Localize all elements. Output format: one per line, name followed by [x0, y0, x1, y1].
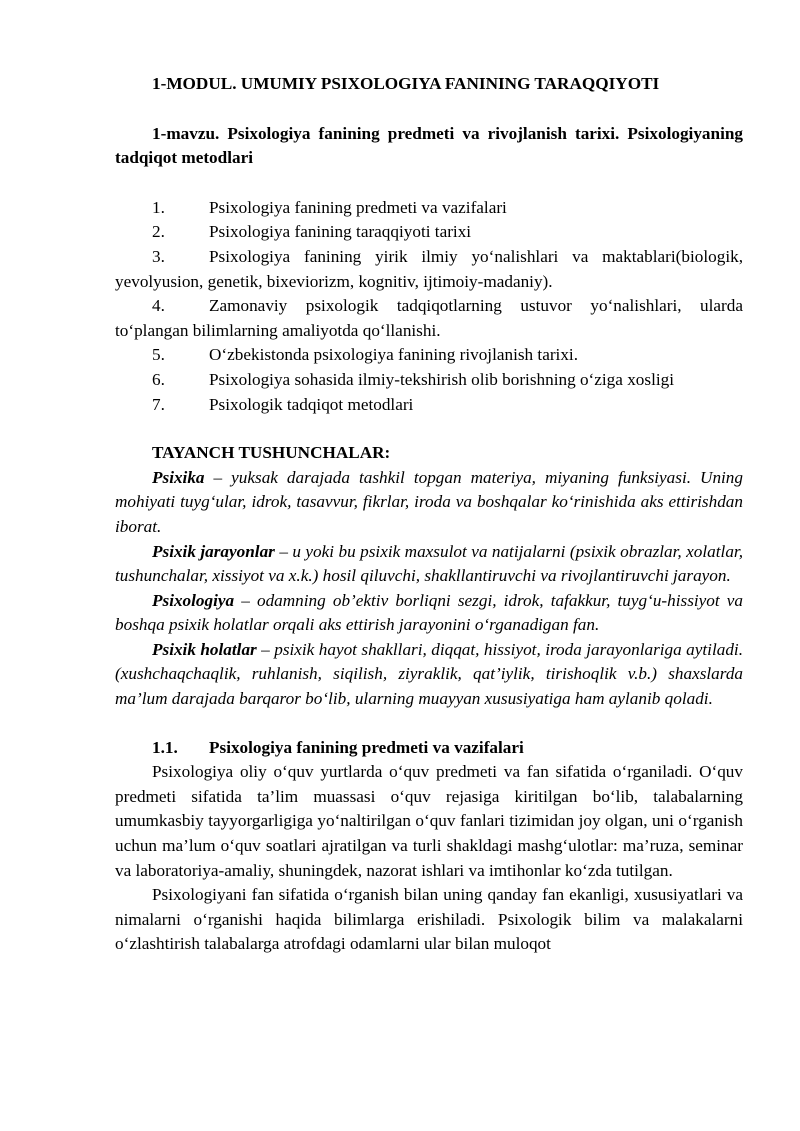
section-number: 1.1. — [152, 737, 178, 757]
definition-psixika — [115, 466, 743, 540]
plan-item-number: 7. — [152, 394, 165, 414]
topic-title: 1-mavzu. Psixologiya fanining predmeti va rivojlanish tarixi. Psixologiyaning tadqiqot metodlari — [115, 123, 743, 168]
body-paragraph: Psixologiya oliy o‘quv yurtlarda o‘quv predmeti va fan sifatida o‘rganiladi. O‘quv predmeti sifatida ta’lim muassasi o‘quv rejasiga kiritilgan bo‘lib, talabalarning umumkasbiy tayyorgarligiga yo‘naltirilgan o‘quv fanlari tizimidan joy olgan, uni o‘rganish uchun ma’lum o‘quv soatlari ajratilgan va turli shakldagi mashg‘ulotlar: ma’ruza, seminar va laboratoriya-amaliy, shuningdek, nazorat ishlari va imtihonlar ko‘zda tutilgan. — [115, 762, 743, 880]
definition-psixologiya — [115, 589, 743, 638]
spacer — [115, 712, 743, 736]
definition-text: – yuksak darajada tashkil topgan materiya, miyaning funksiyasi. Uning mohiyati tuyg‘ular, idrok, tasavvur, fikrlar, iroda va boshqalar ko‘rinishida aks ettirishdan iborat. — [115, 467, 743, 536]
plan-item — [115, 220, 743, 245]
definition-term: Psixik holatlar — [152, 639, 257, 659]
plan-item — [115, 245, 743, 294]
plan-item-number: 5. — [152, 345, 165, 365]
definition-term: Psixika — [152, 467, 205, 487]
plan-item-number: 1. — [152, 197, 165, 217]
section-heading — [115, 736, 743, 761]
plan-item — [115, 343, 743, 368]
definition-text: – odamning ob’ektiv borliqni sezgi, idrok, tafakkur, tuyg‘u-hissiyot va boshqa psixik holatlar orqali aks ettirish jarayonini o‘rganadigan fan. — [115, 590, 743, 635]
plan-list — [115, 196, 743, 417]
plan-item-text: Psixologiya sohasida ilmiy-tekshirish olib borishning o‘ziga xosligi — [209, 369, 674, 389]
module-title: 1-MODUL. UMUMIY PSIXOLOGIYA FANINING TARAQQIYOTI — [152, 74, 660, 93]
plan-item — [115, 294, 743, 343]
plan-item-text: Psixologiya fanining yirik ilmiy yo‘nalishlari va maktablari(biologik, yevolyusion, genetik, bixeviorizm, kognitiv, ijtimoiy-madaniy). — [115, 246, 743, 291]
plan-item-number: 2. — [152, 222, 165, 242]
plan-item-text: O‘zbekistonda psixologiya fanining rivojlanish tarixi. — [209, 345, 578, 365]
definition-term: Psixologiya — [152, 590, 235, 610]
definition-text: – u yoki bu psixik maxsulot va natijalarni (psixik obrazlar, xolatlar, tushunchalar, xissiyot va x.k.) hosil qiluvchi, shakllantiruvchi va rivojlantiruvchi jarayon. — [115, 541, 743, 586]
plan-item-number: 4. — [152, 296, 165, 316]
plan-item-number: 6. — [152, 369, 165, 389]
plan-item — [115, 196, 743, 221]
plan-item-number: 3. — [152, 246, 165, 266]
section-title: Psixologiya fanining predmeti va vazifalari — [209, 737, 524, 757]
definition-psixik-holatlar — [115, 638, 743, 712]
definition-psixik-jarayonlar — [115, 540, 743, 589]
body-paragraph: Psixologiyani fan sifatida o‘rganish bilan uning qanday fan ekanligi, xususiyatlari va nimalarni o‘rganishi haqida bilimlarga erishiladi. Psixologik bilim va malakalarni o‘zlashtirish talabalarga atrofdagi odamlarni ular bilan muloqot — [115, 885, 743, 954]
plan-item-text: Zamonaviy psixologik tadqiqotlarning ustuvor yo‘nalishlari, ularda to‘plangan bilimlarning amaliyotda qo‘llanishi. — [115, 296, 743, 340]
plan-item-text: Psixologik tadqiqot metodlari — [209, 394, 414, 414]
definition-text: – psixik hayot shakllari, diqqat, hissiyot, iroda jarayonlariga aytiladi. (xushchaqchaqlik, ruhlanish, siqilish, ziyraklik, qat’iylik, tirishoqlik v.b.) shaxslarda ma’lum darajada barqaror bo‘lib, ularning muayyan xususiyatiga ham aylanib qoladi. — [115, 639, 743, 709]
plan-item-text: Psixologiya fanining taraqqiyoti tarixi — [209, 222, 472, 242]
plan-item — [115, 393, 743, 418]
plan-item-text: Psixologiya fanining predmeti va vazifalari — [209, 197, 507, 217]
key-concepts-heading: TAYANCH TUSHUNCHALAR: — [152, 443, 391, 463]
definition-term: Psixik jarayonlar — [152, 541, 275, 561]
plan-item — [115, 368, 743, 393]
